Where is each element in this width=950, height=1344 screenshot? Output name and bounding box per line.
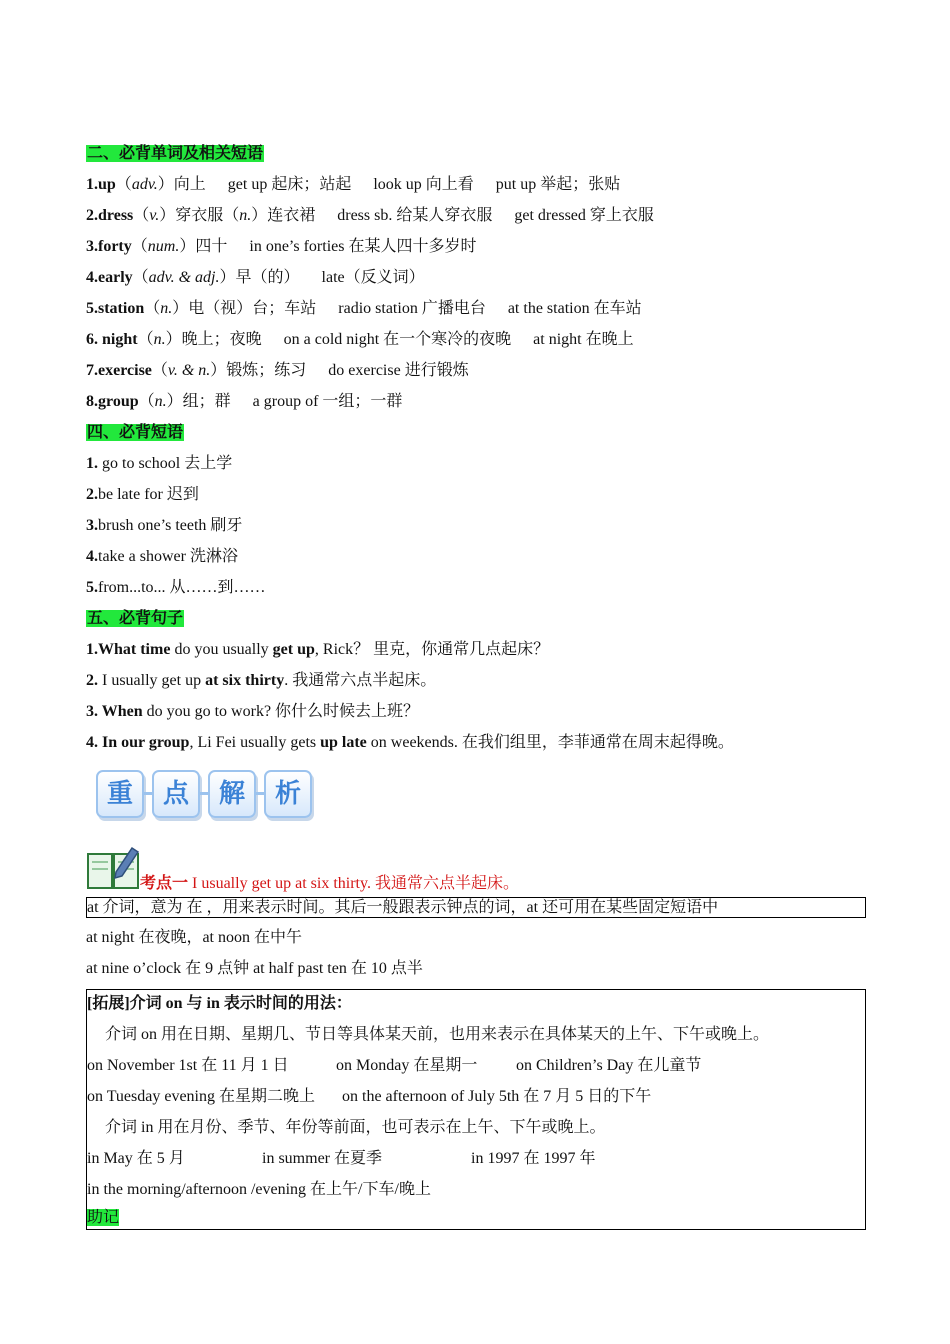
vocab-phrase: at night 在晚上: [533, 331, 634, 348]
paren: ）: [159, 207, 176, 224]
sentence-bold: What time: [98, 641, 171, 658]
on-example: on Tuesday evening 在星期二晚上: [87, 1088, 316, 1105]
sentence-bold: at six thirty: [205, 672, 285, 689]
on-example: on the afternoon of July 5th 在 7 月 5 日的下午: [342, 1088, 652, 1105]
sentence-bold: up late: [320, 734, 367, 751]
vocab-word: up: [98, 176, 116, 193]
banner-tile: 解: [208, 770, 256, 818]
phrase-text: go to school 去上学: [98, 455, 233, 472]
key-analysis-banner: [86, 766, 866, 844]
sentence-text: , Rick？ 里克，你通常几点起床？: [314, 641, 550, 658]
item-number: 5.: [86, 579, 98, 596]
vocab-meaning: 锻炼；练习: [226, 362, 307, 379]
paren: （: [137, 331, 154, 348]
extension-box: [86, 989, 866, 1230]
paren: ）: [166, 393, 183, 410]
part-of-speech: n.: [239, 207, 252, 224]
paren: ）: [179, 238, 196, 255]
vocab-item-dress: [86, 202, 866, 233]
sentence-item: [86, 698, 866, 729]
vocab-phrase: get up 起床；站起: [227, 176, 352, 193]
part-of-speech: n.: [153, 331, 166, 348]
item-number: 4.: [86, 269, 98, 286]
on-example: on November 1st 在 11 月 1 日: [87, 1057, 289, 1074]
sentence-bold: In our group: [98, 734, 190, 751]
vocab-phrase: put up 举起；张贴: [495, 176, 621, 193]
part-of-speech: num.: [147, 238, 180, 255]
section2-heading-line: [86, 140, 866, 171]
vocab-phrase: at the station 在车站: [507, 300, 642, 317]
vocab-meaning: 电（视）台；车站: [188, 300, 317, 317]
sentence-text: do you usually: [170, 641, 273, 658]
part-of-speech: adv. & adj.: [148, 269, 220, 286]
vocab-word: early: [98, 269, 133, 286]
paren: （: [131, 238, 148, 255]
paren: ）: [157, 176, 174, 193]
vocab-word: station: [98, 300, 145, 317]
on-example: on Children’s Day 在儿童节: [516, 1057, 702, 1074]
in-examples-row: in the morning/afternoon /evening 在上午/下车/晚上: [87, 1181, 431, 1198]
vocab-phrase: dress sb. 给某人穿衣服: [337, 207, 493, 224]
sentence-item: [86, 636, 866, 667]
sentence-text: . 我通常六点半起床。: [284, 672, 437, 689]
item-number: 7.: [86, 362, 98, 379]
vocab-item-forty: [86, 233, 866, 264]
paren: ）: [172, 300, 189, 317]
phrase-item: [86, 481, 866, 512]
sentence-text: I usually get up: [98, 672, 206, 689]
vocab-phrase: in one’s forties 在某人四十多岁时: [249, 238, 477, 255]
vocab-item-exercise: [86, 357, 866, 388]
on-examples-row: [87, 1083, 865, 1114]
vocab-meaning: 穿衣服（: [175, 207, 240, 224]
phrase-text: take a shower 洗淋浴: [98, 548, 238, 565]
vocab-meaning: 向上: [173, 176, 206, 193]
memo-line: [87, 1207, 865, 1229]
test-point-label: 考点一: [140, 875, 189, 892]
banner-tile: 点: [152, 770, 200, 818]
phrase-item: [86, 512, 866, 543]
section4-heading-line: [86, 419, 866, 450]
test-point-line: [140, 872, 519, 896]
item-number: 3.: [86, 238, 98, 255]
phrase-item: [86, 543, 866, 574]
phrase-text: be late for 迟到: [98, 486, 199, 503]
in-example: in May 在 5 月: [87, 1150, 185, 1167]
sentence-item: [86, 667, 866, 698]
paren: （: [115, 176, 132, 193]
on-examples-row: [87, 1052, 865, 1083]
extension-title: [拓展]介词 on 与 in 表示时间的用法：: [87, 995, 352, 1012]
item-number: 5.: [86, 300, 98, 317]
sentence-text: , Li Fei usually gets: [189, 734, 321, 751]
item-number: 4.: [86, 734, 98, 751]
on-usage-desc: 介词 on 用在日期、星期几、节日等具体某天前，也用来表示在具体某天的上午、下午或晚上。: [105, 1026, 770, 1043]
at-definition-text: at 介词，意为 在 ，用来表示时间。其后一般跟表示钟点的词，at 还可用在某些固定短语中: [87, 899, 719, 916]
paren: （: [144, 300, 161, 317]
item-number: 8.: [86, 393, 98, 410]
item-number: 1.: [86, 176, 98, 193]
phrase-item: [86, 450, 866, 481]
test-point-sentence: I usually get up at six thirty. 我通常六点半起床。: [188, 875, 519, 892]
vocab-item-station: [86, 295, 866, 326]
phrase-text: from...to... 从……到……: [98, 579, 266, 596]
item-number: 6.: [86, 331, 102, 348]
sentence-text: on weekends. 在我们组里，李菲通常在周末起得晚。: [366, 734, 734, 751]
paren: （: [132, 269, 149, 286]
paren: （: [138, 393, 155, 410]
vocab-phrase: do exercise 进行锻炼: [328, 362, 469, 379]
paren: （: [133, 207, 150, 224]
vocab-meaning: 组；群: [182, 393, 231, 410]
vocab-meaning: 早（的）: [235, 269, 300, 286]
on-example: on Monday 在星期一: [336, 1057, 478, 1074]
vocab-phrase: get dressed 穿上衣服: [514, 207, 654, 224]
part-of-speech: n.: [154, 393, 167, 410]
vocab-item-group: [86, 388, 866, 419]
vocab-word: exercise: [98, 362, 152, 379]
document-body: [86, 140, 866, 1230]
part-of-speech: v. & n.: [167, 362, 211, 379]
vocab-word: forty: [98, 238, 132, 255]
at-example-line: at nine o’clock 在 9 点钟 at half past ten 在 10 点半: [86, 960, 423, 977]
in-usage-desc: 介词 in 用在月份、季节、年份等前面，也可表示在上午、下午或晚上。: [105, 1119, 606, 1136]
paren: ）: [165, 331, 182, 348]
in-example: in 1997 在 1997 年: [471, 1150, 596, 1167]
vocab-item-up: [86, 171, 866, 202]
in-example: in summer 在夏季: [262, 1150, 382, 1167]
item-number: 1.: [86, 455, 98, 472]
item-number: 2.: [86, 486, 98, 503]
vocab-item-night: [86, 326, 866, 357]
phrase-text: brush one’s teeth 刷牙: [98, 517, 243, 534]
at-example-line: at night 在夜晚，at noon 在中午: [86, 929, 302, 946]
vocab-phrase: radio station 广播电台: [338, 300, 486, 317]
item-number: 3.: [86, 703, 98, 720]
part-of-speech: n.: [160, 300, 173, 317]
sentence-item: [86, 729, 866, 760]
part-of-speech: adv.: [131, 176, 158, 193]
banner-tile: 重: [96, 770, 144, 818]
memo-label: 助记: [87, 1209, 120, 1226]
vocab-phrase: late（反义词）: [321, 269, 425, 286]
section5-heading-line: [86, 605, 866, 636]
sentence-text: do you go to work? 你什么时候去上班？: [142, 703, 420, 720]
item-number: 3.: [86, 517, 98, 534]
vocab-phrase: on a cold night 在一个寒冷的夜晚: [283, 331, 512, 348]
section2-heading: 二、必背单词及相关短语: [87, 145, 264, 162]
vocab-meaning: 晚上；夜晚: [181, 331, 262, 348]
vocab-phrase: a group of 一组；一群: [252, 393, 403, 410]
banner-tile: 析: [264, 770, 312, 818]
section4-heading: 四、必背短语: [87, 424, 184, 441]
vocab-meaning: ）连衣裙: [251, 207, 316, 224]
vocab-item-early: [86, 264, 866, 295]
vocab-word: night: [102, 331, 138, 348]
item-number: 2.: [86, 672, 98, 689]
in-examples-row: [87, 1145, 865, 1176]
paren: ）: [219, 269, 236, 286]
phrase-item: [86, 574, 866, 605]
paren: （: [151, 362, 168, 379]
section5-heading: 五、必背句子: [87, 610, 184, 627]
item-number: 4.: [86, 548, 98, 565]
item-number: 1.: [86, 641, 98, 658]
sentence-bold: get up: [272, 641, 315, 658]
item-number: 2.: [86, 207, 98, 224]
sentence-bold: When: [98, 703, 143, 720]
part-of-speech: v.: [149, 207, 160, 224]
vocab-word: group: [98, 393, 139, 410]
extension-title-line: [87, 990, 865, 1021]
at-definition-box: [86, 897, 866, 918]
paren: ）: [210, 362, 227, 379]
vocab-meaning: 四十: [195, 238, 228, 255]
test-point-1: [86, 844, 866, 894]
book-pencil-icon: [86, 844, 140, 892]
vocab-word: dress: [98, 207, 134, 224]
vocab-phrase: look up 向上看: [373, 176, 474, 193]
